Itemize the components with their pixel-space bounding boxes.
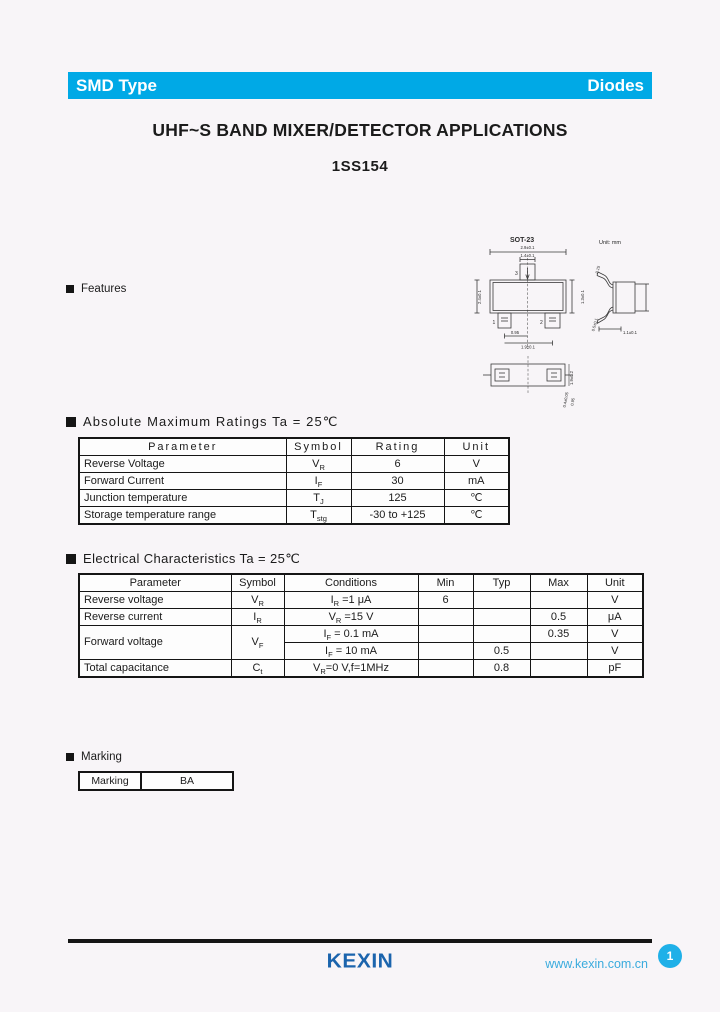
electrical-title: Electrical Characteristics Ta = 25℃ [83,551,301,566]
side-view [597,272,649,332]
table-row [79,473,509,490]
max-cell: 0.35 [530,626,587,643]
marking-table [78,771,234,791]
symbol-cell: $V_R$ [286,456,351,473]
abs-max-table [78,437,510,525]
parameter-cell: Forward voltage [79,626,231,660]
pin3-label: 3 [515,271,518,277]
bullet-square-icon [66,753,74,761]
unit-cell: V [587,643,643,660]
bullet-square-icon [66,554,76,564]
table-row [79,592,643,609]
table-row [79,660,643,678]
dim-pitch: 0.95 [510,330,520,335]
parameter-cell: Storage temperature range [79,507,286,525]
table-header-row [79,574,643,592]
symbol-cell: $V_R$ [231,592,284,609]
unit-cell: V [587,626,643,643]
rating-cell: 125 [351,490,444,507]
dim-pad-pitch: 0.95 [569,397,576,407]
marking-title: Marking [81,751,122,763]
bullet-square-icon [66,285,74,293]
pin2-label: 2 [540,320,543,326]
dim-pad-length: 1.9±0.2 [569,371,574,385]
max-cell [530,592,587,609]
rating-cell: 6 [351,456,444,473]
dim-foot: 0.5±0.1 [590,317,599,332]
marking-label-cell: Marking [79,772,141,790]
table-row [79,626,643,643]
rating-cell: -30 to +125 [351,507,444,525]
symbol-cell: $I_F$ [286,473,351,490]
col-header-unit: Unit [444,438,509,456]
condition-cell: $V_R =15$ V [284,609,418,626]
parameter-cell: Junction temperature [79,490,286,507]
col-header-symbol: Symbol [231,574,284,592]
typ-cell: 0.8 [473,660,530,678]
dim-lead-width: 1.4±0.1 [520,253,535,258]
footer-rule [68,939,652,943]
website-link[interactable]: www.kexin.com.cn [545,957,648,971]
max-cell: 0.5 [530,609,587,626]
bottom-view [483,356,573,394]
abs-max-section-label [66,414,339,430]
unit-cell: mA [444,473,509,490]
unit-label: Unit: mm [599,240,621,246]
package-outline-drawing [463,228,673,413]
min-cell [418,660,473,678]
dim-body-length: 2.9±0.1 [520,245,535,250]
parameter-cell: Reverse Voltage [79,456,286,473]
symbol-cell: $T_{stg}$ [286,507,351,525]
col-header-parameter: Parameter [79,438,286,456]
table-row [79,490,509,507]
rating-cell: 30 [351,473,444,490]
unit-cell: ℃ [444,507,509,525]
front-view [475,249,575,349]
page-title: UHF~S BAND MIXER/DETECTOR APPLICATIONS [152,120,568,140]
dim-left: 2.4±0.1 [477,290,482,304]
col-header-min: Min [418,574,473,592]
electrical-section-label [66,551,300,567]
dim-lead-thickness: 0.15 [594,265,601,275]
condition-cell: $I_F = 0.1$ mA [284,626,418,643]
table-row [79,772,233,790]
typ-cell [473,609,530,626]
typ-cell [473,592,530,609]
col-header-symbol: Symbol [286,438,351,456]
table-row [79,507,509,525]
page-number-badge: 1 [658,944,682,968]
header-bar [68,72,652,99]
electrical-table [78,573,644,678]
max-cell [530,660,587,678]
parameter-cell: Reverse voltage [79,592,231,609]
parameter-cell: Forward Current [79,473,286,490]
header-right-label: Diodes [587,75,644,95]
condition-cell: $V_R=0$ V,f=1MHz [284,660,418,678]
col-header-unit: Unit [587,574,643,592]
parameter-cell: Total capacitance [79,660,231,678]
typ-cell [473,626,530,643]
min-cell: 6 [418,592,473,609]
dim-right: 1.3±0.1 [580,290,585,304]
dim-span: 1.9±0.1 [521,344,535,350]
kexin-logo: KEXIN [326,950,394,973]
symbol-cell: $I_R$ [231,609,284,626]
col-header-typ: Typ [473,574,530,592]
condition-cell: $I_R =1$ μA [284,592,418,609]
package-name-label: SOT-23 [510,237,535,244]
unit-cell: V [444,456,509,473]
col-header-parameter: Parameter [79,574,231,592]
unit-cell: V [587,592,643,609]
marking-value-cell: BA [141,772,233,790]
table-header-row [79,438,509,456]
parameter-cell: Reverse current [79,609,231,626]
col-header-max: Max [530,574,587,592]
table-row [79,609,643,626]
bullet-square-icon [66,417,76,427]
max-cell [530,643,587,660]
col-header-conditions: Conditions [284,574,418,592]
abs-max-title: Absolute Maximum Ratings Ta = 25℃ [83,414,339,429]
features-label: Features [81,283,127,295]
table-row [79,456,509,473]
unit-cell: ℃ [444,490,509,507]
part-number: 1SS154 [331,158,389,175]
features-section-label [66,283,126,295]
symbol-cell: $T_J$ [286,490,351,507]
min-cell [418,643,473,660]
symbol-cell: $V_F$ [231,626,284,660]
marking-section-label [66,751,122,763]
condition-cell: $I_F = 10$ mA [284,643,418,660]
symbol-cell: $C_t$ [231,660,284,678]
header-left-label: SMD Type [76,75,157,95]
pin1-label: 1 [492,320,496,326]
typ-cell: 0.5 [473,643,530,660]
unit-cell: μA [587,609,643,626]
unit-cell: pF [587,660,643,678]
min-cell [418,626,473,643]
dim-height: 1.1±0.1 [623,330,637,335]
col-header-rating: Rating [351,438,444,456]
min-cell [418,609,473,626]
dim-pad-width: 0.4±0.05 [561,391,570,408]
